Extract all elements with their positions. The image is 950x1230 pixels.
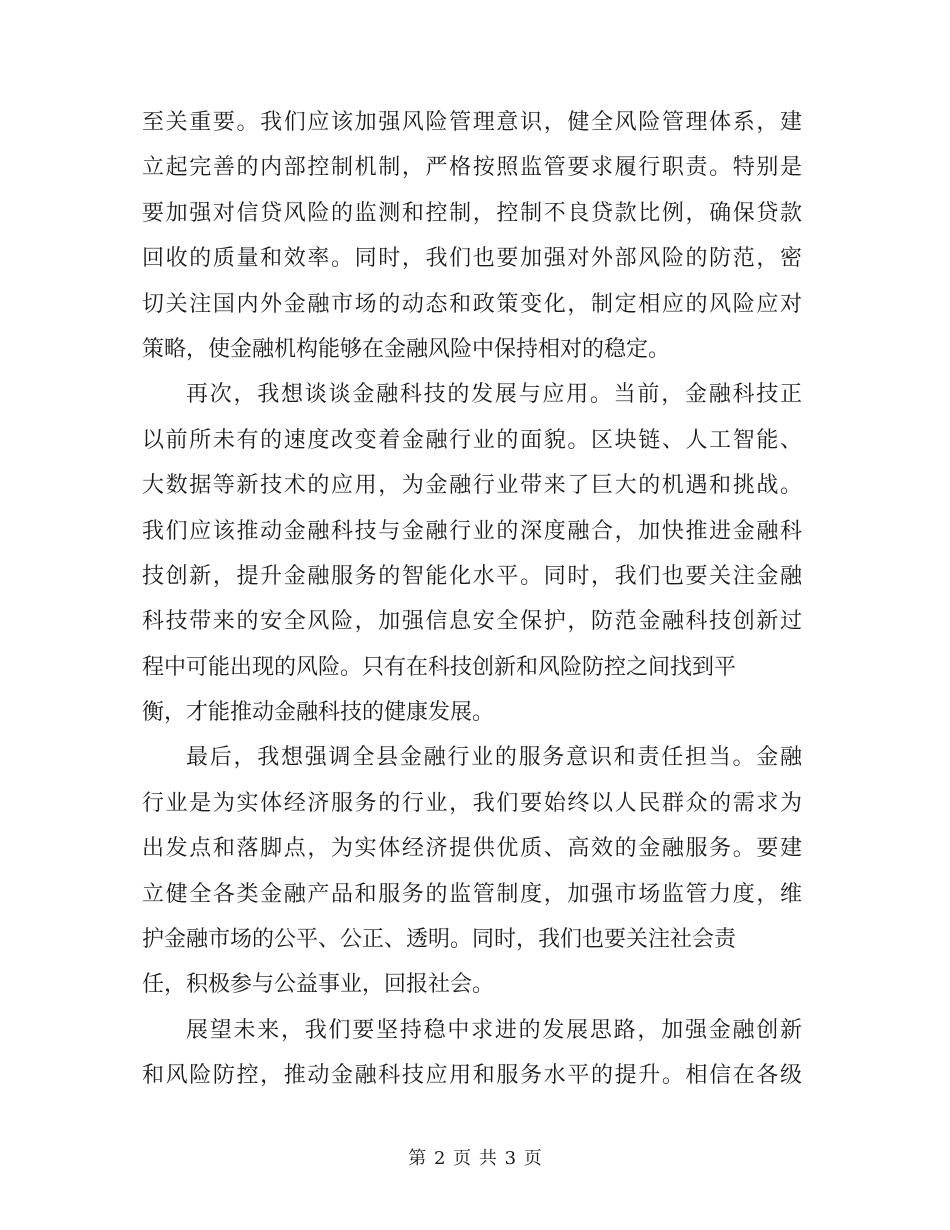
document-body: [142, 100, 802, 1099]
text-line: 切关注国内外金融市场的动态和政策变化，制定相应的风险应对: [142, 291, 802, 317]
text-line: 技创新，提升金融服务的智能化水平。同时，我们也要关注金融: [142, 563, 802, 589]
text-line: 大数据等新技术的应用，为金融行业带来了巨大的机遇和挑战。: [142, 473, 802, 499]
text-line: 以前所未有的速度改变着金融行业的面貌。区块链、人工智能、: [142, 427, 802, 453]
text-line: 策略，使金融机构能够在金融风险中保持相对的稳定。: [142, 336, 671, 362]
text-line: 我们应该推动金融科技与金融行业的深度融合，加快推进金融科: [142, 518, 802, 544]
text-line: 任，积极参与公益事业，回报社会。: [142, 972, 495, 998]
paragraph-first-line: 再次，我想谈谈金融科技的发展与应用。当前，金融科技正: [186, 382, 802, 408]
text-line: 立起完善的内部控制机制，严格按照监管要求履行职责。特别是: [142, 155, 802, 181]
paragraph-first-line: 最后，我想强调全县金融行业的服务意识和责任担当。金融: [186, 745, 802, 771]
text-line: 出发点和落脚点，为实体经济提供优质、高效的金融服务。要建: [142, 836, 802, 862]
text-line: 行业是为实体经济服务的行业，我们要始终以人民群众的需求为: [142, 790, 802, 816]
paragraph-first-line: 展望未来，我们要坚持稳中求进的发展思路，加强金融创新: [186, 1017, 802, 1043]
text-line: 科技带来的安全风险，加强信息安全保护，防范金融科技创新过: [142, 609, 802, 635]
text-line: 要加强对信贷风险的监测和控制，控制不良贷款比例，确保贷款: [142, 200, 802, 226]
text-line: 回收的质量和效率。同时，我们也要加强对外部风险的防范，密: [142, 246, 802, 272]
text-line: 立健全各类金融产品和服务的监管制度，加强市场监管力度，维: [142, 881, 802, 907]
text-line: 和风险防控，推动金融科技应用和服务水平的提升。相信在各级: [142, 1063, 802, 1089]
text-line: 护金融市场的公平、公正、透明。同时，我们也要关注社会责: [142, 927, 737, 953]
text-line: 程中可能出现的风险。只有在科技创新和风险防控之间找到平: [142, 654, 737, 680]
page-number-footer: 第 2 页 共 3 页: [408, 1148, 542, 1169]
text-line: 至关重要。我们应该加强风险管理意识，健全风险管理体系，建: [142, 110, 802, 135]
text-line: 衡，才能推动金融科技的健康发展。: [142, 700, 495, 726]
